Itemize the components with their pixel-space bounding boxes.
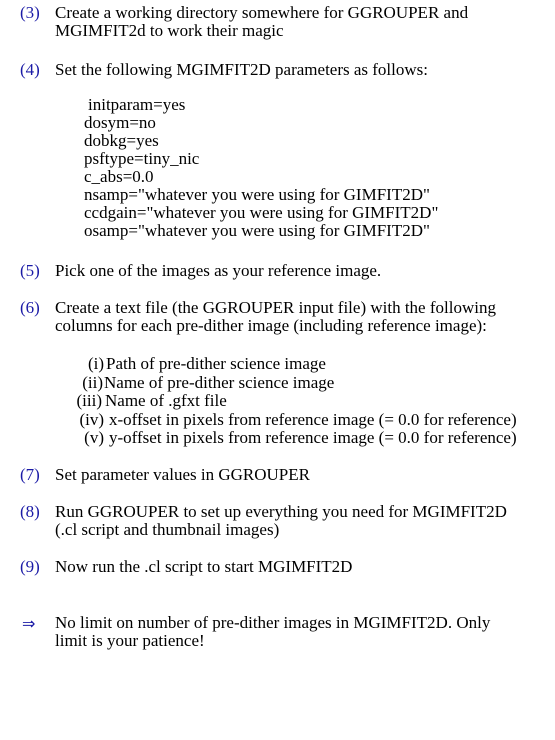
- column-text: x-offset in pixels from reference image (= 0.0 for reference): [109, 409, 517, 429]
- step-line: Set the following MGIMFIT2D parameters as follows:: [55, 60, 428, 79]
- note-line: limit is your patience!: [55, 631, 205, 650]
- step-text: [55, 299, 496, 335]
- step-text: [55, 558, 352, 576]
- step-number: (9): [20, 557, 40, 576]
- step-number: (4): [20, 60, 40, 79]
- parameter-list: [84, 96, 438, 240]
- note-text: [55, 614, 490, 650]
- column-label: (v): [84, 428, 104, 447]
- column-text: Path of pre-dither science image: [106, 354, 326, 373]
- step-text: [55, 61, 428, 79]
- step-line: (.cl script and thumbnail images): [55, 520, 280, 539]
- step-line: Now run the .cl script to start MGIMFIT2D: [55, 557, 353, 576]
- step-number: (6): [20, 298, 40, 317]
- column-label: (ii): [82, 372, 103, 392]
- parameter-line: psftype=tiny_nic: [84, 149, 200, 168]
- step-text: [55, 466, 310, 484]
- column-label: (iii): [76, 391, 102, 410]
- step-text: [55, 503, 507, 539]
- step-number: (3): [20, 3, 40, 22]
- parameter-line: ccdgain="whatever you were using for GIMFIT2D": [84, 203, 439, 222]
- step-line: Create a working directory somewhere for GGROUPER and: [55, 3, 469, 22]
- parameter-line: osamp="whatever you were using for GIMFIT2D": [84, 221, 430, 240]
- parameter-line: dosym=no: [84, 113, 156, 132]
- step-text: [55, 262, 381, 280]
- step-line: Set parameter values in GGROUPER: [55, 465, 310, 484]
- right-double-arrow-icon: ⇒: [22, 614, 36, 633]
- step-line: Run GGROUPER to set up everything you need for MGIMFIT2D: [55, 502, 507, 521]
- column-label: (i): [87, 354, 104, 373]
- step-line: Pick one of the images as your reference image.: [55, 261, 382, 280]
- column-text: y-offset in pixels from reference image (= 0.0 for reference): [109, 428, 517, 447]
- step-text: [55, 4, 468, 40]
- step-line: MGIMFIT2d to work their magic: [55, 21, 284, 40]
- step-line: columns for each pre-dither image (including reference image):: [55, 316, 487, 335]
- step-line: Create a text file (the GGROUPER input file) with the following: [55, 298, 496, 317]
- column-text: Name of pre-dither science image: [104, 372, 335, 392]
- column-text: Name of .gfxt file: [105, 391, 227, 410]
- parameter-line: nsamp="whatever you were using for GIMFIT2D": [84, 185, 430, 204]
- note-line: No limit on number of pre-dither images in MGIMFIT2D. Only: [55, 613, 491, 632]
- parameter-line: initparam=yes: [88, 95, 186, 114]
- step-number: (5): [20, 261, 40, 280]
- step-number: (7): [20, 465, 40, 484]
- column-label: (iv): [79, 409, 104, 429]
- parameter-line: c_abs=0.0: [84, 167, 154, 186]
- parameter-line: dobkg=yes: [84, 131, 159, 150]
- step-number: (8): [20, 502, 40, 521]
